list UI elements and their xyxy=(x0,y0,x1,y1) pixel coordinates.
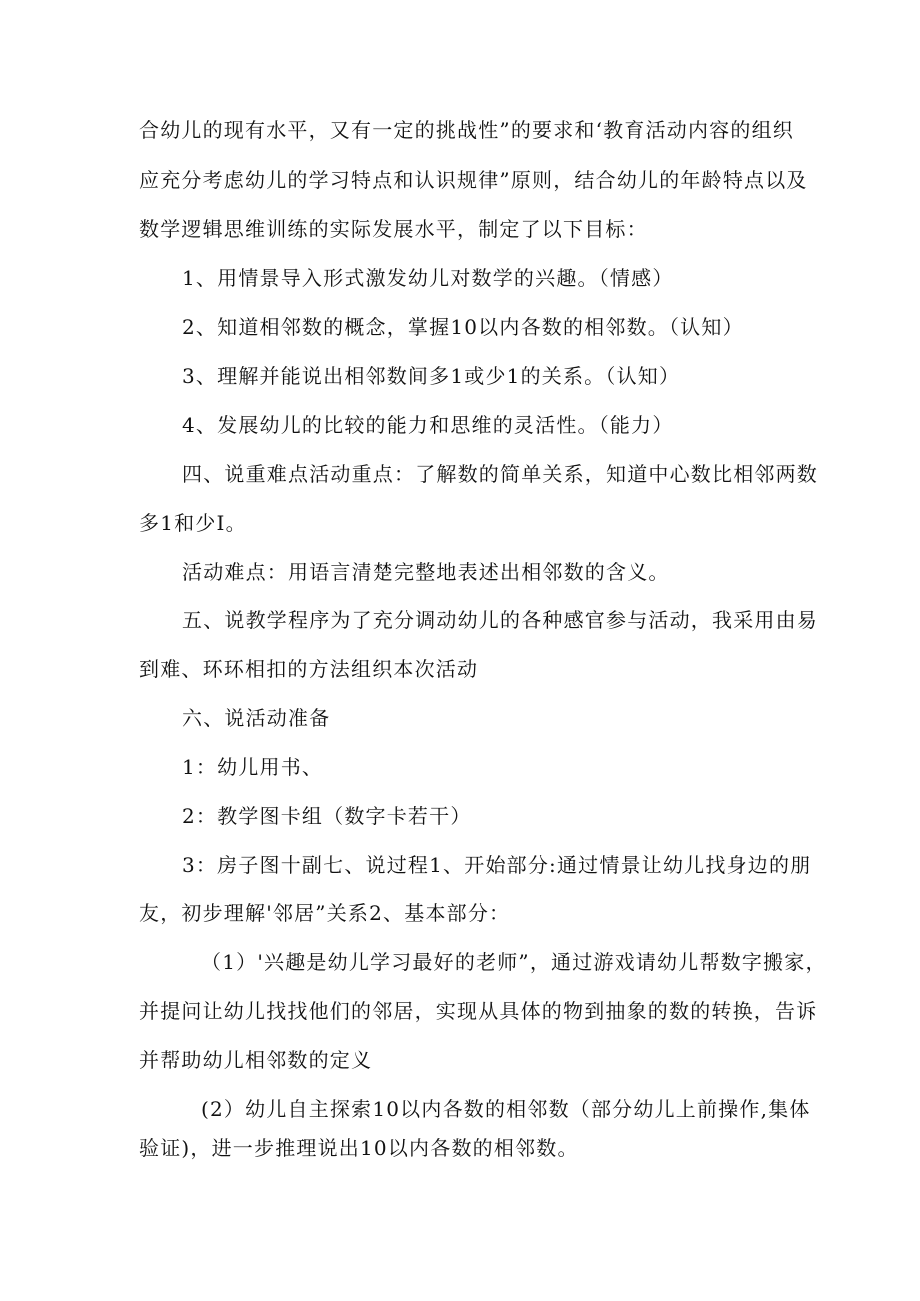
paragraph-line: 验证)，进一步推理说出10以内各数的相邻数。 xyxy=(139,1136,579,1160)
preparation-item-2: 2：教学图卡组（数字卡若干） xyxy=(182,804,472,828)
goal-item-3: 3、理解并能说出相邻数间多1或少1的关系。（认知） xyxy=(182,364,681,388)
paragraph-line: 并帮助幼儿相邻数的定义 xyxy=(139,1048,373,1072)
difficult-points-line: 活动难点：用语言清楚完整地表述出相邻数的含义。 xyxy=(182,560,670,584)
process-step-2: (2）幼儿自主探索10以内各数的相邻数（部分幼儿上前操作,集体 xyxy=(201,1097,811,1121)
paragraph-line: 多1和少I。 xyxy=(139,511,247,535)
paragraph-line: 合幼儿的现有水平，又有一定的挑战性”的要求和‘教育活动内容的组织 xyxy=(139,118,794,142)
preparation-item-1: 1：幼儿用书、 xyxy=(182,755,324,779)
section-heading-teaching-procedure: 五、说教学程序为了充分调动幼儿的各种感官参与活动，我采用由易 xyxy=(182,608,818,632)
paragraph-line: 数学逻辑思维训练的实际发展水平，制定了以下目标： xyxy=(139,217,648,241)
section-heading-preparation: 六、说活动准备 xyxy=(182,706,331,730)
paragraph-line: 并提问让幼儿找找他们的邻居，实现从具体的物到抽象的数的转换，告诉 xyxy=(139,999,818,1023)
goal-item-2: 2、知道相邻数的概念，掌握10以内各数的相邻数。（认知） xyxy=(182,315,744,339)
section-heading-key-points: 四、说重难点活动重点：了解数的简单关系，知道中心数比相邻两数 xyxy=(182,462,818,486)
preparation-item-3: 3：房子图十副七、说过程1、开始部分:通过情景让幼儿找身边的朋 xyxy=(182,853,812,877)
goal-item-4: 4、发展幼儿的比较的能力和思维的灵活性。（能力） xyxy=(182,413,674,437)
paragraph-line: 到难、环环相扣的方法组织本次活动 xyxy=(139,657,479,681)
paragraph-line: 应充分考虑幼儿的学习特点和认识规律”原则，结合幼儿的年龄特点以及 xyxy=(139,168,808,192)
paragraph-line: 友，初步理解'邻居”关系2、基本部分： xyxy=(139,901,511,925)
goal-item-1: 1、用情景导入形式激发幼儿对数学的兴趣。（情感） xyxy=(182,266,674,290)
process-step-1: （1）'兴趣是幼儿学习最好的老师”，通过游戏请幼儿帮数字搬家， xyxy=(201,950,827,974)
